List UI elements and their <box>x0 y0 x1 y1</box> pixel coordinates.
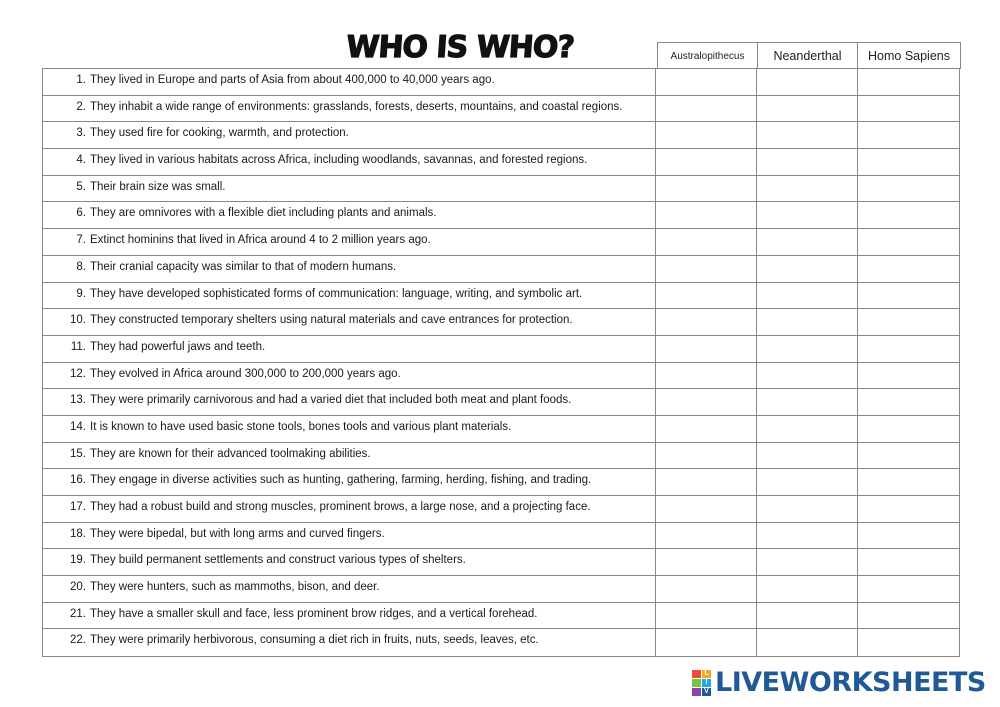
statement-text: They build permanent settlements and construct various types of shelters. <box>90 554 466 567</box>
statement-text: Their cranial capacity was similar to that of modern humans. <box>90 260 397 273</box>
answer-cell-homo-sapiens[interactable] <box>858 283 959 309</box>
answer-cell-homo-sapiens[interactable] <box>858 576 959 602</box>
statement-number: 17. <box>70 501 86 513</box>
answer-cell-neanderthal[interactable] <box>757 523 858 549</box>
statement-text: They were primarily carnivorous and had a varied diet that included both meat and plant foods. <box>90 394 572 407</box>
statement-cell <box>43 363 656 389</box>
statement-text: They engage in diverse activities such as hunting, gathering, farming, herding, fishing, and trading. <box>90 474 592 487</box>
statement-text: They lived in Europe and parts of Asia from about 400,000 to 40,000 years ago. <box>90 74 495 86</box>
answer-cell-homo-sapiens[interactable] <box>858 69 959 95</box>
answer-cell-homo-sapiens[interactable] <box>858 603 959 629</box>
statement-text: They had powerful jaws and teeth. <box>90 340 266 353</box>
statement-number: 16. <box>70 474 86 487</box>
statement-number: 22. <box>70 634 86 647</box>
answer-cell-homo-sapiens[interactable] <box>858 416 959 442</box>
statement-number: 21. <box>70 607 86 620</box>
table-row <box>43 149 959 176</box>
statement-number: 10. <box>70 314 86 327</box>
answer-cell-neanderthal[interactable] <box>757 363 858 389</box>
column-header-homo-sapiens: Homo Sapiens <box>868 49 950 63</box>
answer-cell-australopithecus[interactable] <box>656 469 757 495</box>
answer-cell-neanderthal[interactable] <box>757 149 858 175</box>
statement-cell <box>43 96 656 122</box>
statement-number: 5. <box>76 180 86 193</box>
statement-cell <box>43 202 656 228</box>
badge-square <box>692 670 701 678</box>
answer-cell-homo-sapiens[interactable] <box>858 469 959 495</box>
worksheet-title: WHO IS WHO? <box>345 30 575 65</box>
statement-number: 4. <box>76 154 86 167</box>
statement-cell <box>43 576 656 602</box>
answer-cell-homo-sapiens[interactable] <box>858 149 959 175</box>
answer-cell-neanderthal[interactable] <box>757 443 858 469</box>
statement-cell <box>43 69 656 95</box>
statement-number: 20. <box>70 581 86 594</box>
statement-number: 19. <box>70 554 86 567</box>
answer-cell-neanderthal[interactable] <box>757 549 858 575</box>
statement-text: They were hunters, such as mammoths, bison, and deer. <box>90 581 380 594</box>
statement-cell <box>43 443 656 469</box>
answer-cell-neanderthal[interactable] <box>757 496 858 522</box>
badge-square <box>692 679 701 687</box>
statement-cell <box>43 496 656 522</box>
answer-cell-australopithecus[interactable] <box>656 283 757 309</box>
statement-cell <box>43 283 656 309</box>
table-row <box>43 176 959 203</box>
answer-cell-homo-sapiens[interactable] <box>858 496 959 522</box>
answer-cell-neanderthal[interactable] <box>757 96 858 122</box>
statement-number: 8. <box>76 260 86 273</box>
answer-cell-homo-sapiens[interactable] <box>858 202 959 228</box>
answer-cell-homo-sapiens[interactable] <box>858 549 959 575</box>
column-header-neanderthal: Neanderthal <box>758 43 858 69</box>
answer-cell-neanderthal[interactable] <box>757 283 858 309</box>
statement-text: They are known for their advanced toolmaking abilities. <box>90 447 371 460</box>
answer-cell-homo-sapiens[interactable] <box>858 629 959 656</box>
table-row <box>43 363 959 390</box>
table-row <box>43 229 959 256</box>
answer-cell-homo-sapiens[interactable] <box>858 96 959 122</box>
table-row <box>43 69 959 96</box>
answer-cell-neanderthal[interactable] <box>757 256 858 282</box>
statement-number: 3. <box>76 127 86 140</box>
statement-text: They have a smaller skull and face, less prominent brow ridges, and a vertical forehead. <box>90 607 538 620</box>
table-row <box>43 283 959 310</box>
answer-cell-australopithecus[interactable] <box>656 176 757 202</box>
badge-square <box>692 688 701 696</box>
statement-cell <box>43 629 656 656</box>
table-row <box>43 256 959 283</box>
answer-cell-homo-sapiens[interactable] <box>858 176 959 202</box>
table-row <box>43 389 959 416</box>
liveworksheets-badge-icon <box>692 670 711 696</box>
answer-cell-neanderthal[interactable] <box>757 176 858 202</box>
answer-cell-homo-sapiens[interactable] <box>858 256 959 282</box>
answer-cell-homo-sapiens[interactable] <box>858 363 959 389</box>
statement-cell <box>43 416 656 442</box>
statement-cell <box>43 309 656 335</box>
liveworksheets-logo <box>692 667 986 698</box>
answer-cell-homo-sapiens[interactable] <box>858 309 959 335</box>
statement-number: 11. <box>70 340 86 353</box>
table-row <box>43 469 959 496</box>
answer-cell-australopithecus[interactable] <box>656 69 757 95</box>
answer-cell-neanderthal[interactable] <box>757 122 858 148</box>
answer-cell-australopithecus[interactable] <box>656 202 757 228</box>
badge-square: L <box>702 670 711 678</box>
answer-cell-australopithecus[interactable] <box>656 549 757 575</box>
answer-cell-homo-sapiens[interactable] <box>858 229 959 255</box>
statement-number: 9. <box>76 287 86 300</box>
answer-cell-australopithecus[interactable] <box>656 416 757 442</box>
table-row <box>43 309 959 336</box>
answer-cell-australopithecus[interactable] <box>656 256 757 282</box>
statement-text: They lived in various habitats across Africa, including woodlands, savannas, and forested regions. <box>90 154 588 167</box>
answer-cell-homo-sapiens[interactable] <box>858 122 959 148</box>
answer-cell-australopithecus[interactable] <box>656 336 757 362</box>
answer-cell-australopithecus[interactable] <box>656 389 757 415</box>
statement-cell <box>43 256 656 282</box>
statement-text: They were bipedal, but with long arms and curved fingers. <box>90 527 385 540</box>
badge-square: V <box>702 688 711 696</box>
statement-cell <box>43 176 656 202</box>
statement-text: They have developed sophisticated forms of communication: language, writing, and symbolic art. <box>90 287 583 300</box>
statement-number: 2. <box>76 100 86 113</box>
statement-cell <box>43 149 656 175</box>
table-row <box>43 576 959 603</box>
statement-table <box>42 68 960 657</box>
statement-text: They used fire for cooking, warmth, and protection. <box>90 127 349 140</box>
statement-number: 13. <box>70 394 86 407</box>
answer-cell-australopithecus[interactable] <box>656 229 757 255</box>
table-row <box>43 629 959 656</box>
statement-text: They are omnivores with a flexible diet including plants and animals. <box>90 207 437 220</box>
answer-cell-australopithecus[interactable] <box>656 443 757 469</box>
statement-number: 6. <box>76 207 86 220</box>
answer-cell-neanderthal[interactable] <box>757 603 858 629</box>
statement-text: Extinct hominins that lived in Africa around 4 to 2 million years ago. <box>90 234 431 247</box>
answer-cell-neanderthal[interactable] <box>757 416 858 442</box>
statement-cell <box>43 469 656 495</box>
statement-number: 7. <box>76 234 86 247</box>
statement-cell <box>43 336 656 362</box>
statement-text: They were primarily herbivorous, consuming a diet rich in fruits, nuts, seeds, leaves, etc. <box>90 634 539 647</box>
answer-cell-neanderthal[interactable] <box>757 576 858 602</box>
statement-text: It is known to have used basic stone tools, bones tools and various plant materials. <box>90 420 512 433</box>
table-row <box>43 603 959 630</box>
statement-cell <box>43 549 656 575</box>
table-row <box>43 96 959 123</box>
answer-cell-homo-sapiens[interactable] <box>858 389 959 415</box>
table-row <box>43 443 959 470</box>
answer-cell-neanderthal[interactable] <box>757 229 858 255</box>
table-row <box>43 336 959 363</box>
answer-cell-australopithecus[interactable] <box>656 363 757 389</box>
statement-number: 18. <box>70 527 86 540</box>
statement-text: They inhabit a wide range of environments: grasslands, forests, deserts, mountains, and coastal regions. <box>90 100 623 113</box>
answer-cell-neanderthal[interactable] <box>757 336 858 362</box>
table-row <box>43 122 959 149</box>
statement-text: Their brain size was small. <box>90 180 226 193</box>
statement-number: 15. <box>70 447 86 460</box>
table-row <box>43 549 959 576</box>
answer-cell-australopithecus[interactable] <box>656 96 757 122</box>
badge-square: I <box>702 679 711 687</box>
statement-cell <box>43 389 656 415</box>
answer-cell-neanderthal[interactable] <box>757 309 858 335</box>
answer-cell-neanderthal[interactable] <box>757 389 858 415</box>
statement-text: They evolved in Africa around 300,000 to 200,000 years ago. <box>90 367 401 380</box>
logo-text: LIVEWORKSHEETS <box>715 667 986 698</box>
column-headers <box>657 42 961 69</box>
statement-text: They constructed temporary shelters using natural materials and cave entrances for protection. <box>90 314 573 327</box>
answer-cell-neanderthal[interactable] <box>757 69 858 95</box>
answer-cell-australopithecus[interactable] <box>656 122 757 148</box>
statement-text: They had a robust build and strong muscles, prominent brows, a large nose, and a projecting face. <box>90 501 591 513</box>
statement-number: 12. <box>70 367 86 380</box>
table-row <box>43 496 959 523</box>
answer-cell-neanderthal[interactable] <box>757 469 858 495</box>
answer-cell-australopithecus[interactable] <box>656 149 757 175</box>
table-row <box>43 523 959 550</box>
answer-cell-homo-sapiens[interactable] <box>858 523 959 549</box>
statement-number: 14. <box>70 420 86 433</box>
statement-cell <box>43 229 656 255</box>
statement-number: 1. <box>76 74 86 86</box>
statement-cell <box>43 122 656 148</box>
statement-cell <box>43 603 656 629</box>
answer-cell-australopithecus[interactable] <box>656 309 757 335</box>
answer-cell-australopithecus[interactable] <box>656 629 757 656</box>
answer-cell-neanderthal[interactable] <box>757 629 858 656</box>
table-row <box>43 416 959 443</box>
answer-cell-homo-sapiens[interactable] <box>858 336 959 362</box>
answer-cell-homo-sapiens[interactable] <box>858 443 959 469</box>
answer-cell-australopithecus[interactable] <box>656 496 757 522</box>
answer-cell-australopithecus[interactable] <box>656 603 757 629</box>
column-header-australopithecus: Australopithecus <box>658 43 758 69</box>
answer-cell-neanderthal[interactable] <box>757 202 858 228</box>
answer-cell-australopithecus[interactable] <box>656 576 757 602</box>
statement-cell <box>43 523 656 549</box>
answer-cell-australopithecus[interactable] <box>656 523 757 549</box>
table-row <box>43 202 959 229</box>
